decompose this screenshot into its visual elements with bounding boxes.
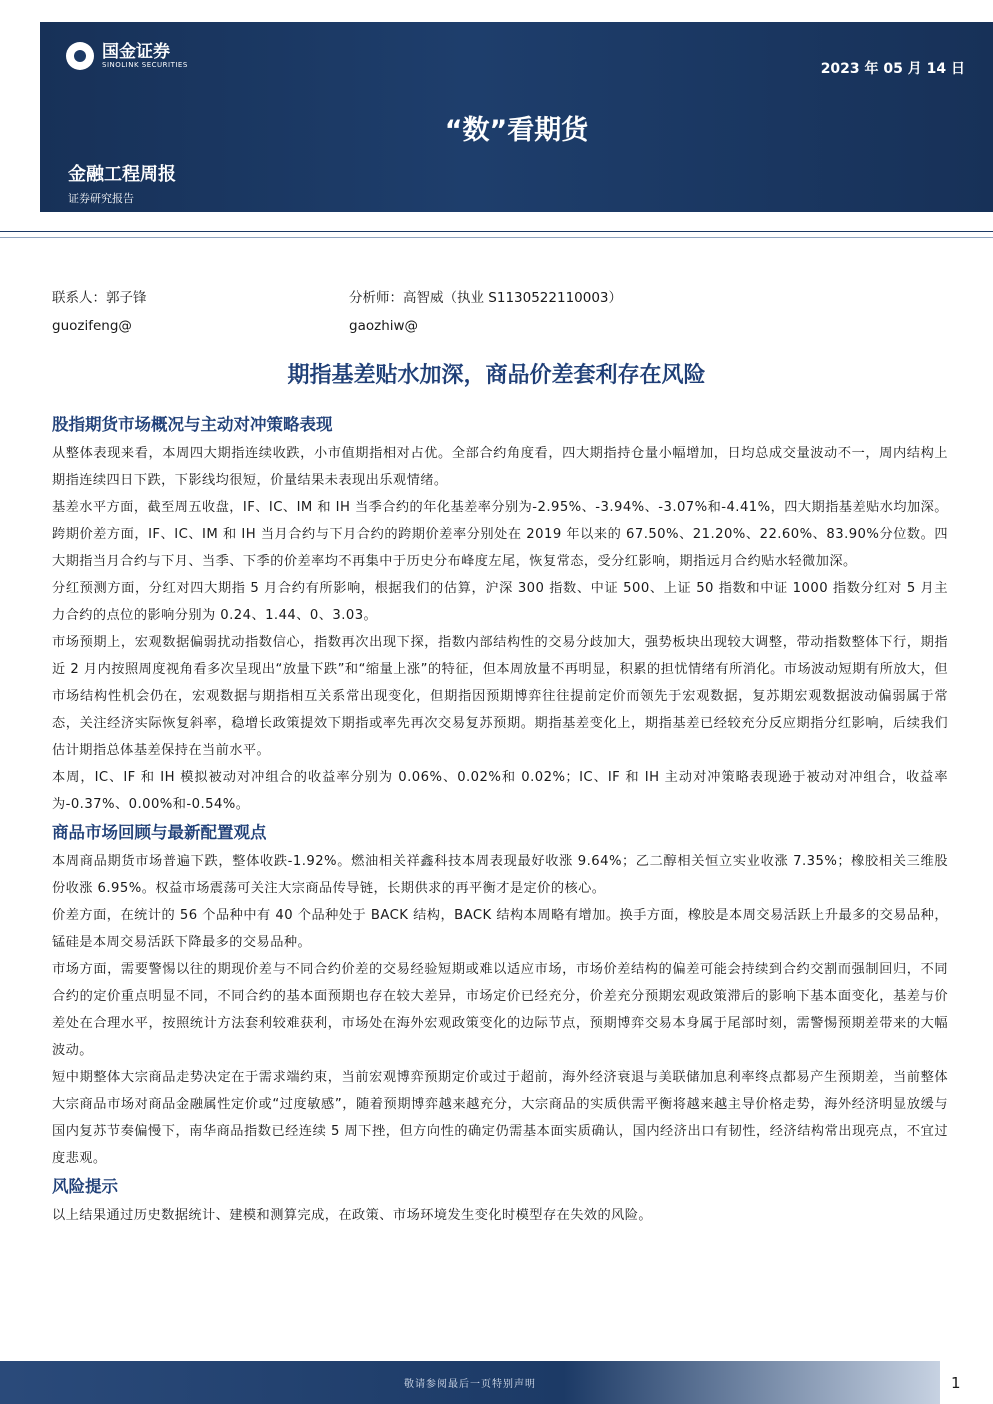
analyst xyxy=(349,284,622,340)
section-heading: 商品市场回顾与最新配置观点 xyxy=(52,823,267,842)
paragraph: 以上结果通过历史数据统计、建模和测算完成，在政策、市场环境发生变化时模型存在失效的风险。 xyxy=(52,1208,653,1223)
report-date: 2023 年 05 月 14 日 xyxy=(820,61,965,77)
brand-logo xyxy=(66,42,188,70)
report-type: 证券研究报告 xyxy=(68,192,134,205)
main-title: 期指基差贴水加深，商品价差套利存在风险 xyxy=(287,363,706,388)
paragraph: 本周商品期货市场普遍下跌，整体收跌-1.92%。燃油相关祥鑫科技本周表现最好收涨 9.64%；乙二醇相关恒立实业收涨 7.35%；橡胶相关三维股份收涨 6.95%。权益市场震荡可关注大宗商品传导链，长期供求的再平衡才是定价的核心。 xyxy=(52,854,948,896)
report-header xyxy=(40,22,993,212)
header-divider xyxy=(0,231,993,232)
page-number: 1 xyxy=(951,1374,961,1392)
logo-icon xyxy=(66,42,94,70)
paragraph: 基差水平方面，截至周五收盘，IF、IC、IM 和 IH 当季合约的年化基差率分别为-2.95%、-3.94%、-3.07%和-4.41%，四大期指基差贴水均加深。 xyxy=(52,500,948,515)
brand-name-cn: 国金证券 xyxy=(102,41,170,62)
analyst-name: 分析师：高智威（执业 S1130522110003） xyxy=(349,290,623,306)
analyst-email: gaozhiw@ xyxy=(349,318,419,334)
paragraph: 跨期价差方面，IF、IC、IM 和 IH 当月合约与下月合约的跨期价差率分别处在 2019 年以来的 67.50%、21.20%、22.60%、83.90%分位数。四大期指当月合约与下月、当季、下季的价差率均不再集中于历史分布峰度左尾，恢复常态，受分红影响，期指远月合约贴水轻微加深。 xyxy=(52,527,948,569)
paragraph: 本周，IC、IF 和 IH 模拟被动对冲组合的收益率分别为 0.06%、0.02%和 0.02%；IC、IF 和 IH 主动对冲策略表现逊于被动对冲组合，收益率为-0.37%、0.00%和-0.54%。 xyxy=(52,770,948,812)
paragraph: 从整体表现来看，本周四大期指连续收跌，小市值期指相对占优。全部合约角度看，四大期指持仓量小幅增加，日均总成交量波动不一，周内结构上期指连续四日下跌，下影线均很短，价量结果未表现出乐观情绪。 xyxy=(52,446,948,488)
report-series: 金融工程周报 xyxy=(68,164,176,185)
contact-email: guozifeng@ xyxy=(52,318,132,334)
contact-name: 联系人：郭子锋 xyxy=(52,290,147,306)
section-heading: 股指期货市场概况与主动对冲策略表现 xyxy=(52,415,333,434)
contact-person xyxy=(52,284,147,340)
report-title: “数”看期货 xyxy=(444,115,589,146)
paragraph: 市场方面，需要警惕以往的期现价差与不同合约价差的交易经验短期或难以适应市场，市场价差结构的偏差可能会持续到合约交割而强制回归，不同合约的定价重点明显不同，不同合约的基本面预期也存在较大差异，市场定价已经充分，价差充分预期宏观政策滞后的影响下基本面变化，基差与价差处在合理水平，按照统计方法套利较难获利，市场处在海外宏观政策变化的边际节点，预期博弈交易本身属于尾部时刻，需警惕预期差带来的大幅波动。 xyxy=(52,962,948,1058)
footer-disclaimer-note: 敬请参阅最后一页特别声明 xyxy=(404,1379,536,1390)
paragraph: 市场预期上，宏观数据偏弱扰动指数信心，指数再次出现下探，指数内部结构性的交易分歧加大，强势板块出现较大调整，带动指数整体下行，期指近 2 月内按照周度视角看多次呈现出“放量下跌”和“缩量上涨”的特征，但本周放量不再明显，积累的担忧情绪有所消化。市场波动短期有所放大，但市场结构性机会仍在，宏观数据与期指相互关系常出现变化，但期指因预期博弈往往提前定价而领先于宏观数据，复苏期宏观数据波动偏弱属于常态，关注经济实际恢复斜率，稳增长政策提效下期指或率先再次交易复苏预期。期指基差变化上，期指基差已经较充分反应期指分红影响，后续我们估计期指总体基差保持在当前水平。 xyxy=(52,635,948,758)
report-body xyxy=(52,410,948,1229)
header-divider-thin xyxy=(0,237,993,238)
paragraph: 价差方面，在统计的 56 个品种中有 40 个品种处于 BACK 结构，BACK 结构本周略有增加。换手方面，橡胶是本周交易活跃上升最多的交易品种，锰硅是本周交易活跃下降最多的交易品种。 xyxy=(52,908,948,950)
paragraph: 短中期整体大宗商品走势决定在于需求端约束，当前宏观博弈预期定价或过于超前，海外经济衰退与美联储加息利率终点都易产生预期差，当前整体大宗商品市场对商品金融属性定价或“过度敏感”，随着预期博弈越来越充分，大宗商品的实质供需平衡将越来越主导价格走势，海外经济明显放缓与国内复苏节奏偏慢下，南华商品指数已经连续 5 周下挫，但方向性的确定仍需基本面实质确认，国内经济出口有韧性，经济结构常出现亮点，不宜过度悲观。 xyxy=(52,1070,948,1166)
paragraph: 分红预测方面，分红对四大期指 5 月合约有所影响，根据我们的估算，沪深 300 指数、中证 500、上证 50 指数和中证 1000 指数分红对 5 月主力合约的点位的影响分别为 0.24、1.44、0、3.03。 xyxy=(52,581,948,623)
brand-name-en: SINOLINK SECURITIES xyxy=(102,60,188,69)
section-heading: 风险提示 xyxy=(52,1177,118,1196)
